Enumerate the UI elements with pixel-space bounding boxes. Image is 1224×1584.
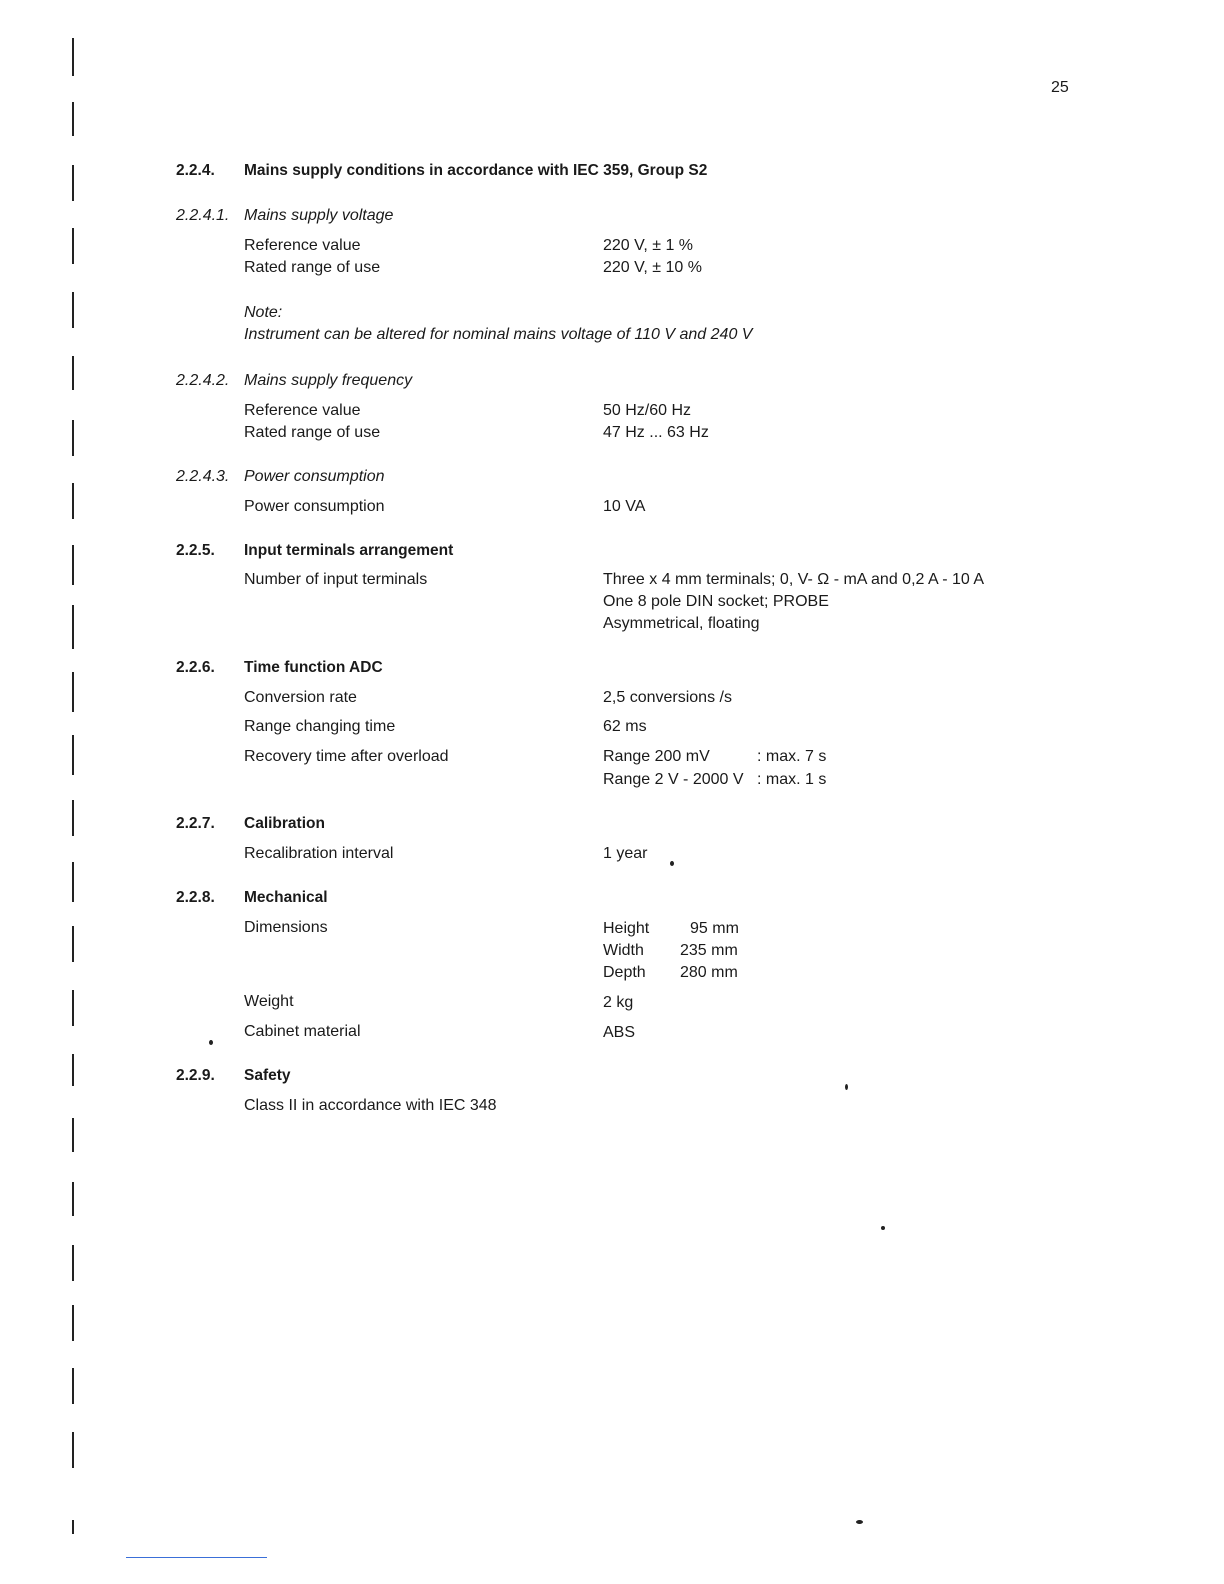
section-225-number: 2.2.5. xyxy=(176,542,215,559)
section-227-number: 2.2.7. xyxy=(176,815,215,832)
power-label: Power consumption xyxy=(244,498,385,515)
frequency-reference-label: Reference value xyxy=(244,402,361,419)
height-value: 95 mm xyxy=(690,920,739,937)
recovery-time-1: : max. 7 s xyxy=(757,748,827,765)
subsection-2241-number: 2.2.4.1. xyxy=(176,207,230,224)
weight-value: 2 kg xyxy=(603,994,634,1011)
section-228-title: Mechanical xyxy=(244,889,328,906)
subsection-2242-number: 2.2.4.2. xyxy=(176,372,230,389)
dimensions-label: Dimensions xyxy=(244,919,328,936)
subsection-2243-number: 2.2.4.3. xyxy=(176,468,230,485)
depth-name: Depth xyxy=(603,964,646,981)
conversion-rate-value: 2,5 conversions /s xyxy=(603,689,732,706)
power-value: 10 VA xyxy=(603,498,646,515)
input-terminals-value-2: One 8 pole DIN socket; PROBE xyxy=(603,593,829,610)
note-label: Note: xyxy=(244,304,283,321)
height-name: Height xyxy=(603,920,650,937)
voltage-range-label: Rated range of use xyxy=(244,259,381,276)
recalibration-label: Recalibration interval xyxy=(244,845,394,862)
input-terminals-value-3: Asymmetrical, floating xyxy=(603,615,760,632)
input-terminals-value-1: Three x 4 mm terminals; 0, V- Ω - mA and 0,2 A - 10 A xyxy=(603,571,985,588)
section-224-number: 2.2.4. xyxy=(176,162,215,179)
section-225-title: Input terminals arrangement xyxy=(244,542,454,559)
subsection-2241-title: Mains supply voltage xyxy=(244,207,394,224)
section-227-title: Calibration xyxy=(244,815,325,832)
safety-text: Class II in accordance with IEC 348 xyxy=(244,1097,497,1114)
section-229-number: 2.2.9. xyxy=(176,1067,215,1084)
input-terminals-label: Number of input terminals xyxy=(244,571,428,588)
recovery-time-2: : max. 1 s xyxy=(757,771,827,788)
recovery-range-1: Range 200 mV xyxy=(603,748,710,765)
recovery-label: Recovery time after overload xyxy=(244,748,449,765)
cabinet-label: Cabinet material xyxy=(244,1023,361,1040)
voltage-reference-value: 220 V, ± 1 % xyxy=(603,237,694,254)
section-229-title: Safety xyxy=(244,1067,291,1084)
range-changing-label: Range changing time xyxy=(244,718,396,735)
footer-rule xyxy=(126,1557,267,1558)
voltage-range-value: 220 V, ± 10 % xyxy=(603,259,702,276)
page-number: 25 xyxy=(1051,79,1069,96)
subsection-2242-title: Mains supply frequency xyxy=(244,372,413,389)
weight-label: Weight xyxy=(244,993,294,1010)
conversion-rate-label: Conversion rate xyxy=(244,689,357,706)
section-226-title: Time function ADC xyxy=(244,659,383,676)
depth-value: 280 mm xyxy=(680,964,738,981)
section-226-number: 2.2.6. xyxy=(176,659,215,676)
section-228-number: 2.2.8. xyxy=(176,889,215,906)
frequency-range-label: Rated range of use xyxy=(244,424,381,441)
recovery-range-2: Range 2 V - 2000 V xyxy=(603,771,744,788)
width-name: Width xyxy=(603,942,644,959)
width-value: 235 mm xyxy=(680,942,738,959)
frequency-reference-value: 50 Hz/60 Hz xyxy=(603,402,692,419)
range-changing-value: 62 ms xyxy=(603,718,647,735)
cabinet-value: ABS xyxy=(603,1024,636,1041)
recalibration-value: 1 year xyxy=(603,845,648,862)
note-text: Instrument can be altered for nominal mains voltage of 110 V and 240 V xyxy=(244,326,753,343)
section-224-title: Mains supply conditions in accordance with IEC 359, Group S2 xyxy=(244,162,708,179)
subsection-2243-title: Power consumption xyxy=(244,468,385,485)
frequency-range-value: 47 Hz ... 63 Hz xyxy=(603,424,709,441)
voltage-reference-label: Reference value xyxy=(244,237,361,254)
